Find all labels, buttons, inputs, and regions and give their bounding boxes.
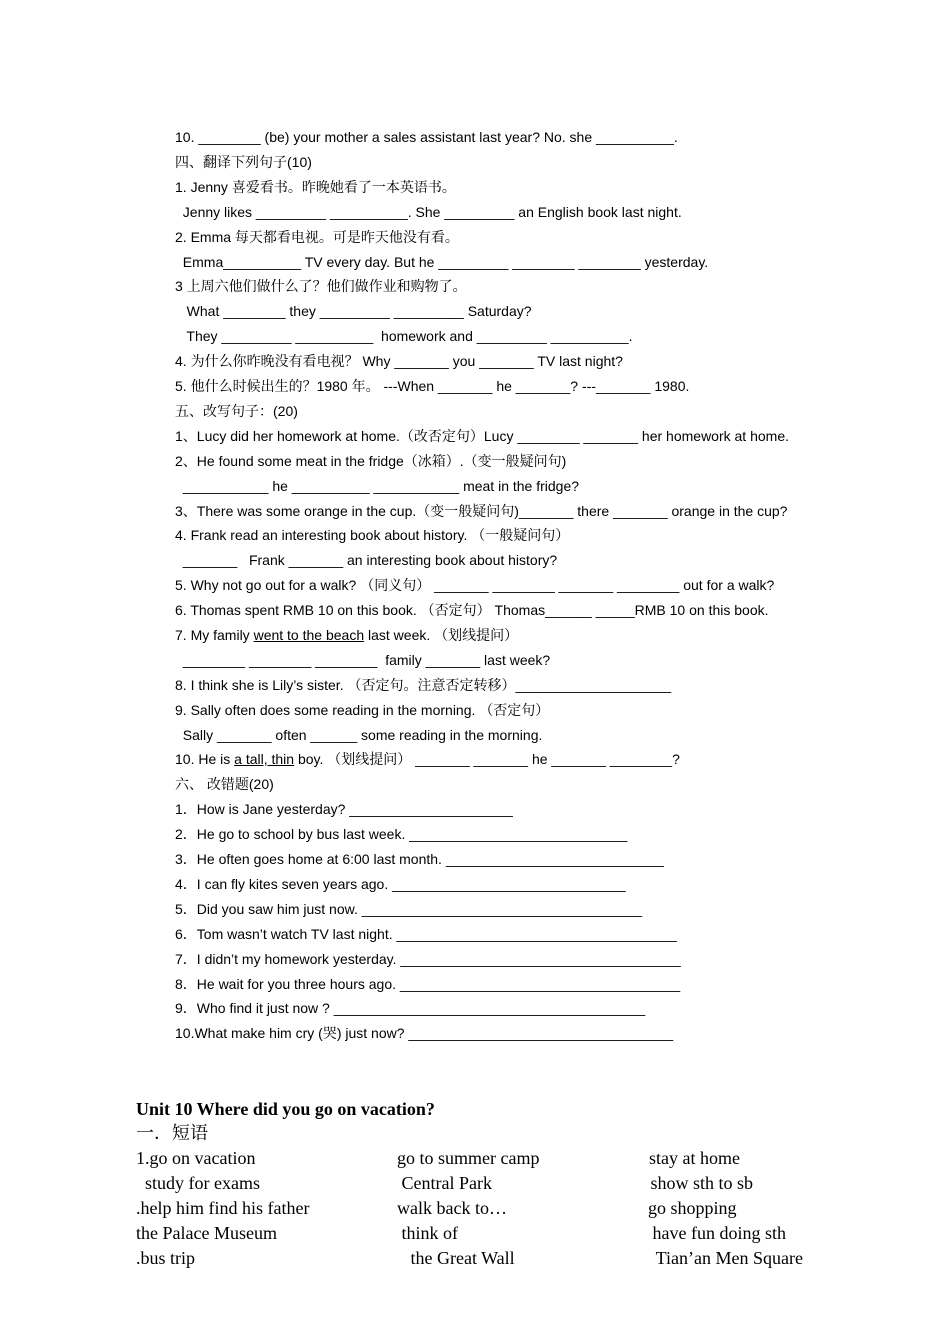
- exercise-line: 4. 为什么你昨晚没有看电视？ Why _______ you _______ TV last night?: [175, 353, 623, 369]
- exercise-line: 2．He go to school by bus last week. ____________________________: [175, 826, 628, 842]
- exercise-line: 9. Sally often does some reading in the morning. （否定句）: [175, 702, 550, 718]
- phrase-item: study for exams: [136, 1173, 260, 1193]
- phrase-item: think of: [397, 1223, 458, 1243]
- exercise-line: They _________ __________ homework and _________ __________.: [175, 328, 633, 344]
- exercise-line: Jenny likes _________ __________. She _________ an English book last night.: [175, 204, 682, 220]
- exercise-line: _______ Frank _______ an interesting book about history?: [175, 552, 558, 568]
- exercise-line: Sally _______ often ______ some reading in the morning.: [175, 727, 543, 743]
- phrase-item: walk back to…: [397, 1198, 507, 1218]
- exercise-line: 6. Thomas spent RMB 10 on this book. （否定句） Thomas______ _____RMB 10 on this book.: [175, 602, 769, 618]
- underlined-phrase: a tall, thin: [234, 751, 295, 767]
- exercise-line: 10. He is a tall, thin boy. （划线提问） _______ _______ he _______ ________?: [175, 751, 680, 767]
- exercise-line: ________ ________ ________ family _______ last week?: [175, 652, 551, 668]
- phrase-item: Central Park: [397, 1173, 492, 1193]
- exercise-line: 3 上周六他们做什么了？他们做作业和购物了。: [175, 278, 467, 294]
- exercise-line: 10.What make him cry (哭) just now? __________________________________: [175, 1025, 674, 1041]
- exercise-line: Emma__________ TV every day. But he _________ ________ ________ yesterday.: [175, 254, 709, 270]
- exercise-line: 4．I can fly kites seven years ago. ______________________________: [175, 876, 626, 892]
- phrase-item: go shopping: [648, 1198, 737, 1218]
- underlined-phrase: went to the beach: [253, 627, 365, 643]
- phrase-item: stay at home: [649, 1148, 740, 1168]
- exercise-line: 5. Why not go out for a walk? （同义句） _______ ________ _______ ________ out for a walk?: [175, 577, 775, 593]
- exercise-line: 3．He often goes home at 6:00 last month. ____________________________: [175, 851, 664, 867]
- phrase-item: 1.go on vacation: [136, 1148, 256, 1168]
- exercise-line: 8．He wait for you three hours ago. ____________________________________: [175, 976, 681, 992]
- phrase-item: the Great Wall: [397, 1248, 515, 1268]
- phrase-item: go to summer camp: [397, 1148, 540, 1168]
- unit-title: Unit 10 Where did you go on vacation?: [136, 1099, 435, 1119]
- exercise-line: 1．How is Jane yesterday? _____________________: [175, 801, 513, 817]
- exercise-line: 2. Emma 每天都看电视。可是昨天他没有看。: [175, 229, 459, 245]
- section-heading: 四、翻译下列句子(10): [175, 154, 312, 170]
- exercise-line: 3、There was some orange in the cup.（变一般疑问句)_______ there _______ orange in the cup?: [175, 503, 788, 519]
- phrase-item: have fun doing sth: [648, 1223, 786, 1243]
- phrase-item: the Palace Museum: [136, 1223, 277, 1243]
- exercise-line: 2、He found some meat in the fridge（冰箱）.（变一般疑问句): [175, 453, 567, 469]
- exercise-line: 8. I think she is Lily’s sister. （否定句。注意否定转移）____________________: [175, 677, 672, 693]
- exercise-line: 5．Did you saw him just now. ____________________________________: [175, 901, 643, 917]
- section-heading: 六、 改错题(20): [175, 776, 274, 792]
- exercise-line: 6．Tom wasn’t watch TV last night. ____________________________________: [175, 926, 677, 942]
- exercise-line: 7．I didn’t my homework yesterday. ____________________________________: [175, 951, 681, 967]
- section-heading: 五、改写句子：(20): [175, 403, 298, 419]
- exercise-line: 4. Frank read an interesting book about history. （一般疑问句）: [175, 527, 570, 543]
- exercise-line: 10. ________ (be) your mother a sales assistant last year? No. she __________.: [175, 129, 678, 145]
- phrase-item: Tian’an Men Square: [647, 1248, 803, 1268]
- phrases-heading: 一．短语: [136, 1123, 208, 1143]
- phrase-item: .bus trip: [136, 1248, 196, 1268]
- exercise-line: 1. Jenny 喜爱看书。昨晚她看了一本英语书。: [175, 179, 456, 195]
- exercise-line: 5. 他什么时候出生的？1980 年。 ---When _______ he _______? ---_______ 1980.: [175, 378, 690, 394]
- exercise-line: ___________ he __________ ___________ meat in the fridge?: [175, 478, 580, 494]
- exercise-line: 9．Who find it just now ? ________________________________________: [175, 1000, 646, 1016]
- exercise-line: 7. My family went to the beach last week. （划线提问）: [175, 627, 519, 643]
- phrase-item: show sth to sb: [646, 1173, 754, 1193]
- exercise-line: What ________ they _________ _________ Saturday?: [175, 303, 532, 319]
- exercise-line: 1、Lucy did her homework at home.（改否定句）Lucy ________ _______ her homework at home.: [175, 428, 789, 444]
- phrase-item: .help him find his father: [136, 1198, 310, 1218]
